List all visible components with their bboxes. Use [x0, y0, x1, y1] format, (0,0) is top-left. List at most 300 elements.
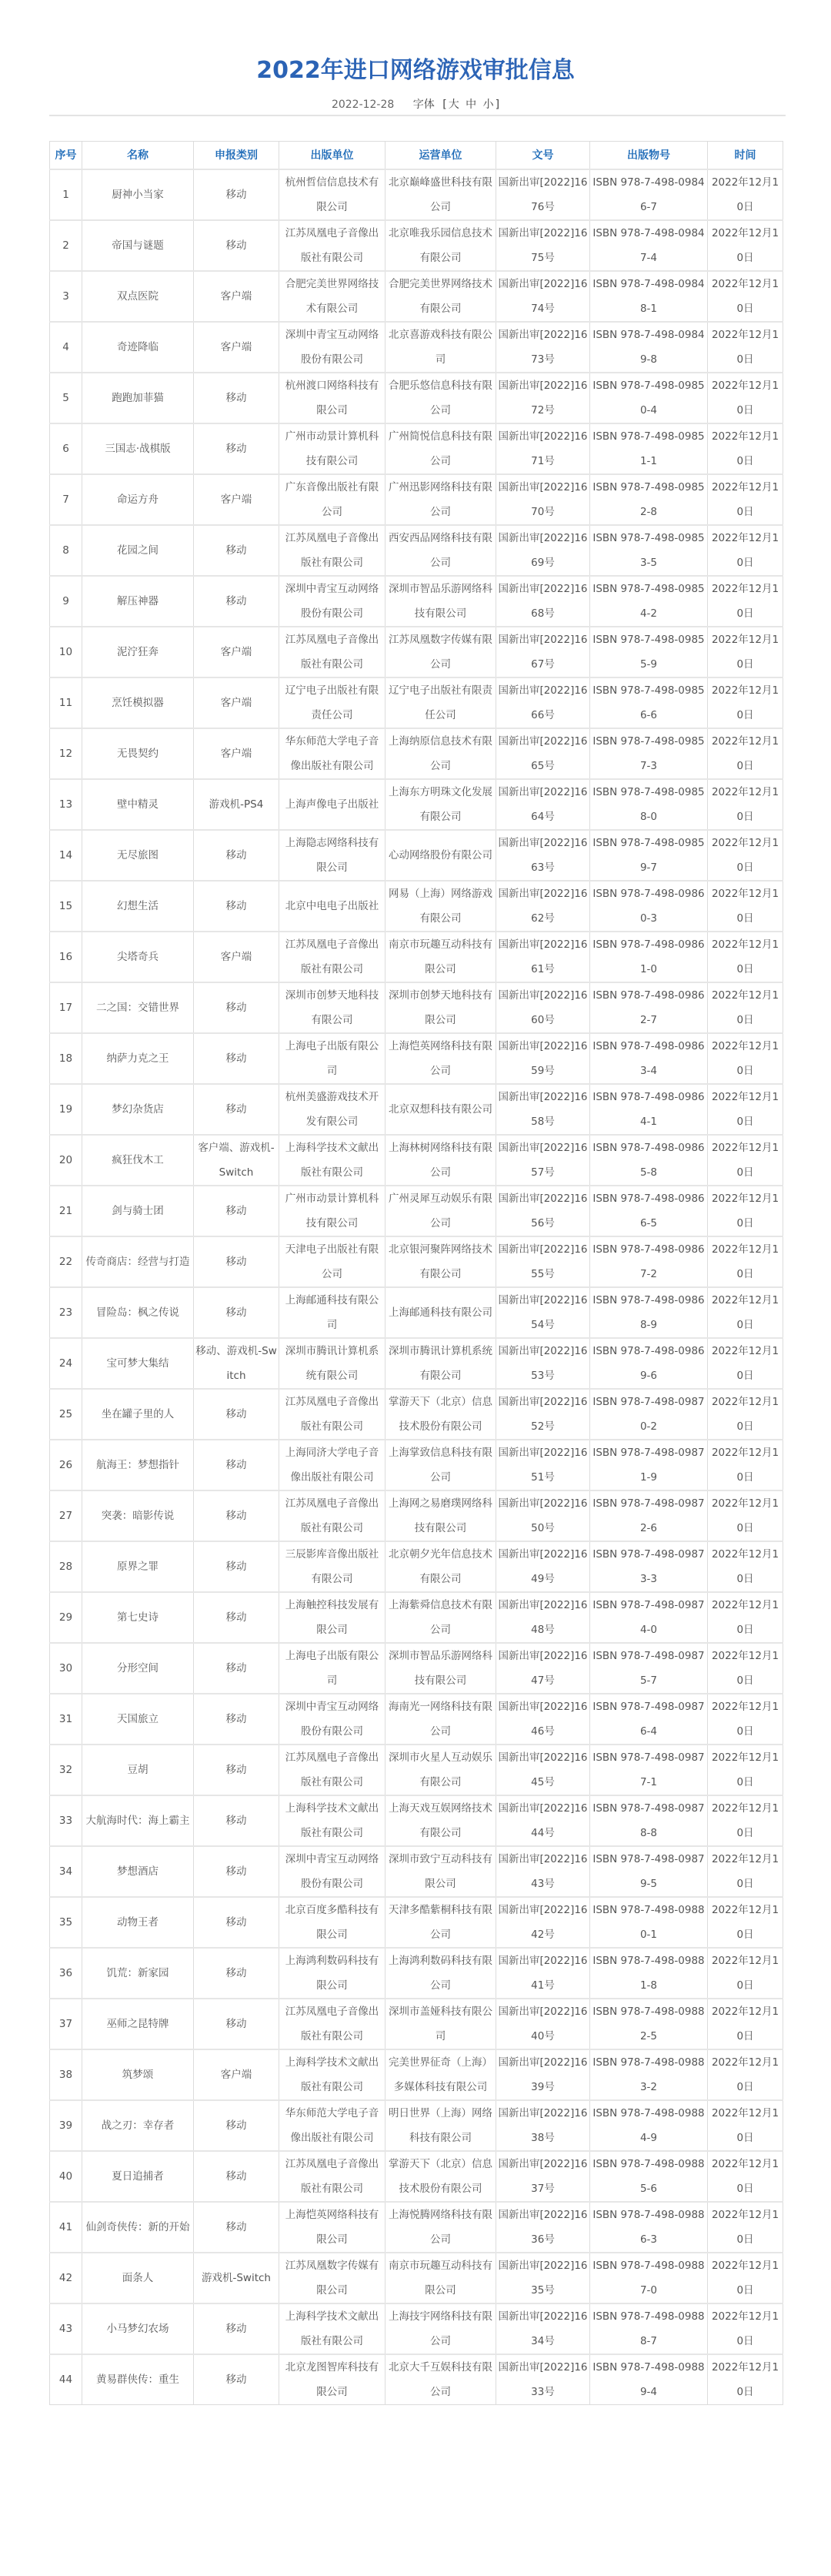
cell-date: 2022年12月10日 — [708, 2202, 783, 2253]
cell-game-name: 筑梦颂 — [82, 2049, 194, 2100]
cell-category: 客户端 — [194, 627, 279, 677]
table-row — [50, 525, 783, 576]
cell-operator: 上海掌致信息科技有限公司 — [385, 1440, 496, 1490]
cell-isbn: ISBN 978-7-498-09884-9 — [590, 2100, 708, 2151]
cell-doc-number: 国新出审[2022]1653号 — [496, 1338, 590, 1389]
cell-isbn: ISBN 978-7-498-09846-7 — [590, 169, 708, 220]
cell-isbn: ISBN 978-7-498-09870-2 — [590, 1389, 708, 1440]
cell-doc-number: 国新出审[2022]1670号 — [496, 474, 590, 525]
header-name: 名称 — [82, 142, 194, 170]
cell-operator: 上海纳原信息技术有限公司 — [385, 728, 496, 779]
cell-date: 2022年12月10日 — [708, 830, 783, 881]
cell-date: 2022年12月10日 — [708, 1592, 783, 1643]
cell-date: 2022年12月10日 — [708, 1490, 783, 1541]
table-row — [50, 2151, 783, 2202]
cell-doc-number: 国新出审[2022]1636号 — [496, 2202, 590, 2253]
cell-index: 41 — [50, 2202, 82, 2253]
cell-publisher: 江苏凤凰电子音像出版社有限公司 — [279, 627, 385, 677]
cell-date: 2022年12月10日 — [708, 728, 783, 779]
cell-operator: 明日世界（上海）网络科技有限公司 — [385, 2100, 496, 2151]
font-size-small-link[interactable]: 小 — [482, 99, 494, 111]
cell-date: 2022年12月10日 — [708, 1745, 783, 1795]
cell-index: 44 — [50, 2354, 82, 2405]
cell-publisher: 江苏凤凰电子音像出版社有限公司 — [279, 1999, 385, 2049]
publish-date: 2022-12-28 — [331, 99, 395, 111]
cell-category: 客户端 — [194, 474, 279, 525]
cell-publisher: 广东音像出版社有限公司 — [279, 474, 385, 525]
cell-doc-number: 国新出审[2022]1647号 — [496, 1643, 590, 1694]
cell-date: 2022年12月10日 — [708, 322, 783, 373]
cell-publisher: 上海科学技术文献出版社有限公司 — [279, 1135, 385, 1186]
cell-index: 19 — [50, 1084, 82, 1135]
cell-date: 2022年12月10日 — [708, 779, 783, 830]
cell-doc-number: 国新出审[2022]1642号 — [496, 1897, 590, 1948]
cell-isbn: ISBN 978-7-498-09886-3 — [590, 2202, 708, 2253]
cell-category: 移动 — [194, 1287, 279, 1338]
cell-isbn: ISBN 978-7-498-09881-8 — [590, 1948, 708, 1999]
cell-index: 3 — [50, 271, 82, 322]
cell-doc-number: 国新出审[2022]1639号 — [496, 2049, 590, 2100]
cell-date: 2022年12月10日 — [708, 1440, 783, 1490]
cell-category: 移动 — [194, 373, 279, 423]
table-row — [50, 1745, 783, 1795]
cell-publisher: 杭州美盛游戏技术开发有限公司 — [279, 1084, 385, 1135]
cell-isbn: ISBN 978-7-498-09885-6 — [590, 2151, 708, 2202]
cell-publisher: 江苏凤凰电子音像出版社有限公司 — [279, 1389, 385, 1440]
cell-operator: 完美世界征奇（上海）多媒体科技有限公司 — [385, 2049, 496, 2100]
cell-operator: 北京银河聚阵网络技术有限公司 — [385, 1236, 496, 1287]
bracket-open: [ — [442, 99, 447, 111]
table-row — [50, 627, 783, 677]
cell-date: 2022年12月10日 — [708, 1999, 783, 2049]
cell-doc-number: 国新出审[2022]1648号 — [496, 1592, 590, 1643]
cell-date: 2022年12月10日 — [708, 627, 783, 677]
cell-doc-number: 国新出审[2022]1652号 — [496, 1389, 590, 1440]
cell-date: 2022年12月10日 — [708, 1389, 783, 1440]
cell-date: 2022年12月10日 — [708, 525, 783, 576]
cell-category: 移动 — [194, 1490, 279, 1541]
cell-game-name: 黄易群侠传：重生 — [82, 2354, 194, 2405]
cell-index: 35 — [50, 1897, 82, 1948]
table-row — [50, 677, 783, 728]
cell-isbn: ISBN 978-7-498-09852-8 — [590, 474, 708, 525]
table-row — [50, 1135, 783, 1186]
cell-index: 30 — [50, 1643, 82, 1694]
cell-doc-number: 国新出审[2022]1635号 — [496, 2253, 590, 2303]
cell-isbn: ISBN 978-7-498-09854-2 — [590, 576, 708, 627]
cell-category: 移动 — [194, 2354, 279, 2405]
cell-date: 2022年12月10日 — [708, 1948, 783, 1999]
table-row — [50, 1643, 783, 1694]
cell-isbn: ISBN 978-7-498-09887-0 — [590, 2253, 708, 2303]
cell-operator: 北京朝夕光年信息技术有限公司 — [385, 1541, 496, 1592]
cell-doc-number: 国新出审[2022]1646号 — [496, 1694, 590, 1745]
cell-isbn: ISBN 978-7-498-09867-2 — [590, 1236, 708, 1287]
cell-publisher: 江苏凤凰电子音像出版社有限公司 — [279, 2151, 385, 2202]
cell-category: 移动 — [194, 2100, 279, 2151]
cell-category: 移动 — [194, 881, 279, 932]
cell-doc-number: 国新出审[2022]1641号 — [496, 1948, 590, 1999]
cell-operator: 深圳市致宁互动科技有限公司 — [385, 1846, 496, 1897]
cell-category: 移动 — [194, 1999, 279, 2049]
cell-operator: 北京巅峰盛世科技有限公司 — [385, 169, 496, 220]
cell-publisher: 上海科学技术文献出版社有限公司 — [279, 2049, 385, 2100]
table-row — [50, 322, 783, 373]
cell-date: 2022年12月10日 — [708, 2354, 783, 2405]
cell-operator: 江苏凤凰数字传媒有限公司 — [385, 627, 496, 677]
cell-index: 29 — [50, 1592, 82, 1643]
cell-publisher: 江苏凤凰电子音像出版社有限公司 — [279, 525, 385, 576]
cell-publisher: 江苏凤凰电子音像出版社有限公司 — [279, 1745, 385, 1795]
cell-game-name: 泥泞狂奔 — [82, 627, 194, 677]
cell-date: 2022年12月10日 — [708, 1795, 783, 1846]
cell-game-name: 夏日追捕者 — [82, 2151, 194, 2202]
cell-game-name: 烹饪模拟器 — [82, 677, 194, 728]
table-row — [50, 1490, 783, 1541]
cell-game-name: 剑与骑士团 — [82, 1186, 194, 1236]
cell-doc-number: 国新出审[2022]1664号 — [496, 779, 590, 830]
cell-game-name: 二之国：交错世界 — [82, 982, 194, 1033]
cell-game-name: 帝国与谜题 — [82, 220, 194, 271]
cell-game-name: 航海王：梦想指针 — [82, 1440, 194, 1490]
cell-doc-number: 国新出审[2022]1675号 — [496, 220, 590, 271]
cell-isbn: ISBN 978-7-498-09879-5 — [590, 1846, 708, 1897]
cell-category: 移动 — [194, 1084, 279, 1135]
cell-date: 2022年12月10日 — [708, 1135, 783, 1186]
cell-publisher: 上海鸿利数码科技有限公司 — [279, 1948, 385, 1999]
cell-doc-number: 国新出审[2022]1654号 — [496, 1287, 590, 1338]
font-size-large-link[interactable]: 大 — [448, 99, 459, 111]
cell-index: 34 — [50, 1846, 82, 1897]
cell-date: 2022年12月10日 — [708, 271, 783, 322]
cell-publisher: 杭州渡口网络科技有限公司 — [279, 373, 385, 423]
cell-operator: 深圳市智品乐游网络科技有限公司 — [385, 1643, 496, 1694]
cell-isbn: ISBN 978-7-498-09849-8 — [590, 322, 708, 373]
cell-publisher: 江苏凤凰电子音像出版社有限公司 — [279, 932, 385, 982]
cell-game-name: 厨神小当家 — [82, 169, 194, 220]
cell-operator: 网易（上海）网络游戏有限公司 — [385, 881, 496, 932]
cell-doc-number: 国新出审[2022]1662号 — [496, 881, 590, 932]
cell-category: 移动 — [194, 220, 279, 271]
cell-operator: 上海恺英网络科技有限公司 — [385, 1033, 496, 1084]
header-date: 时间 — [708, 142, 783, 170]
cell-category: 客户端 — [194, 728, 279, 779]
cell-game-name: 天国旅立 — [82, 1694, 194, 1745]
cell-publisher: 江苏凤凰数字传媒有限公司 — [279, 2253, 385, 2303]
cell-index: 1 — [50, 169, 82, 220]
cell-category: 移动 — [194, 1897, 279, 1948]
cell-isbn: ISBN 978-7-498-09864-1 — [590, 1084, 708, 1135]
table-row — [50, 271, 783, 322]
table-row — [50, 830, 783, 881]
cell-operator: 上海天戏互娱网络技术有限公司 — [385, 1795, 496, 1846]
cell-isbn: ISBN 978-7-498-09876-4 — [590, 1694, 708, 1745]
cell-date: 2022年12月10日 — [708, 932, 783, 982]
cell-publisher: 北京龙图智库科技有限公司 — [279, 2354, 385, 2405]
cell-operator: 掌游天下（北京）信息技术股份有限公司 — [385, 1389, 496, 1440]
cell-date: 2022年12月10日 — [708, 474, 783, 525]
cell-category: 游戏机-Switch — [194, 2253, 279, 2303]
table-row — [50, 1897, 783, 1948]
cell-operator: 广州迅影网络科技有限公司 — [385, 474, 496, 525]
cell-operator: 上海紫舜信息技术有限公司 — [385, 1592, 496, 1643]
cell-operator: 掌游天下（北京）信息技术股份有限公司 — [385, 2151, 496, 2202]
cell-doc-number: 国新出审[2022]1663号 — [496, 830, 590, 881]
cell-category: 客户端 — [194, 271, 279, 322]
cell-publisher: 北京中电电子出版社 — [279, 881, 385, 932]
cell-date: 2022年12月10日 — [708, 1643, 783, 1694]
table-row — [50, 2202, 783, 2253]
table-row — [50, 1795, 783, 1846]
cell-operator: 深圳市智品乐游网络科技有限公司 — [385, 576, 496, 627]
header-publisher: 出版单位 — [279, 142, 385, 170]
cell-category: 移动 — [194, 1541, 279, 1592]
cell-index: 39 — [50, 2100, 82, 2151]
cell-game-name: 壁中精灵 — [82, 779, 194, 830]
cell-isbn: ISBN 978-7-498-09865-8 — [590, 1135, 708, 1186]
table-row — [50, 779, 783, 830]
cell-date: 2022年12月10日 — [708, 1084, 783, 1135]
cell-date: 2022年12月10日 — [708, 1236, 783, 1287]
cell-isbn: ISBN 978-7-498-09871-9 — [590, 1440, 708, 1490]
font-size-label: 字体 — [412, 99, 435, 111]
cell-publisher: 江苏凤凰电子音像出版社有限公司 — [279, 220, 385, 271]
cell-index: 9 — [50, 576, 82, 627]
cell-index: 18 — [50, 1033, 82, 1084]
cell-operator: 辽宁电子出版社有限责任公司 — [385, 677, 496, 728]
cell-index: 21 — [50, 1186, 82, 1236]
table-row — [50, 1033, 783, 1084]
cell-date: 2022年12月10日 — [708, 881, 783, 932]
cell-doc-number: 国新出审[2022]1640号 — [496, 1999, 590, 2049]
cell-date: 2022年12月10日 — [708, 169, 783, 220]
cell-game-name: 疯狂伐木工 — [82, 1135, 194, 1186]
cell-category: 客户端 — [194, 322, 279, 373]
cell-category: 移动 — [194, 169, 279, 220]
cell-isbn: ISBN 978-7-498-09858-0 — [590, 779, 708, 830]
cell-publisher: 上海同济大学电子音像出版社有限公司 — [279, 1440, 385, 1490]
cell-game-name: 第七史诗 — [82, 1592, 194, 1643]
cell-index: 33 — [50, 1795, 82, 1846]
cell-date: 2022年12月10日 — [708, 220, 783, 271]
cell-category: 客户端 — [194, 932, 279, 982]
cell-category: 移动 — [194, 576, 279, 627]
header-isbn: 出版物号 — [590, 142, 708, 170]
cell-index: 2 — [50, 220, 82, 271]
cell-game-name: 面条人 — [82, 2253, 194, 2303]
cell-operator: 海南光一网络科技有限公司 — [385, 1694, 496, 1745]
header-operator: 运营单位 — [385, 142, 496, 170]
cell-category: 移动 — [194, 1186, 279, 1236]
cell-doc-number: 国新出审[2022]1672号 — [496, 373, 590, 423]
cell-game-name: 梦想酒店 — [82, 1846, 194, 1897]
cell-index: 13 — [50, 779, 82, 830]
cell-date: 2022年12月10日 — [708, 1541, 783, 1592]
cell-game-name: 跑跑加菲猫 — [82, 373, 194, 423]
cell-doc-number: 国新出审[2022]1674号 — [496, 271, 590, 322]
cell-operator: 北京喜游戏科技有限公司 — [385, 322, 496, 373]
cell-operator: 北京大千互娱科技有限公司 — [385, 2354, 496, 2405]
article-meta — [0, 95, 831, 114]
cell-doc-number: 国新出审[2022]1656号 — [496, 1186, 590, 1236]
cell-doc-number: 国新出审[2022]1666号 — [496, 677, 590, 728]
cell-category: 客户端 — [194, 2049, 279, 2100]
cell-index: 32 — [50, 1745, 82, 1795]
cell-date: 2022年12月10日 — [708, 2049, 783, 2100]
cell-index: 31 — [50, 1694, 82, 1745]
cell-isbn: ISBN 978-7-498-09872-6 — [590, 1490, 708, 1541]
cell-doc-number: 国新出审[2022]1665号 — [496, 728, 590, 779]
cell-index: 15 — [50, 881, 82, 932]
cell-isbn: ISBN 978-7-498-09888-7 — [590, 2303, 708, 2354]
table-row — [50, 576, 783, 627]
cell-category: 移动、游戏机-Switch — [194, 1338, 279, 1389]
cell-index: 22 — [50, 1236, 82, 1287]
cell-doc-number: 国新出审[2022]1657号 — [496, 1135, 590, 1186]
cell-publisher: 上海科学技术文献出版社有限公司 — [279, 2303, 385, 2354]
cell-date: 2022年12月10日 — [708, 1186, 783, 1236]
cell-isbn: ISBN 978-7-498-09848-1 — [590, 271, 708, 322]
cell-operator: 心动网络股份有限公司 — [385, 830, 496, 881]
cell-game-name: 无畏契约 — [82, 728, 194, 779]
table-row — [50, 1084, 783, 1135]
table-row — [50, 1694, 783, 1745]
cell-index: 27 — [50, 1490, 82, 1541]
cell-isbn: ISBN 978-7-498-09861-0 — [590, 932, 708, 982]
cell-publisher: 上海邮通科技有限公司 — [279, 1287, 385, 1338]
table-row — [50, 474, 783, 525]
cell-doc-number: 国新出审[2022]1658号 — [496, 1084, 590, 1135]
cell-category: 客户端 — [194, 677, 279, 728]
cell-doc-number: 国新出审[2022]1655号 — [496, 1236, 590, 1287]
cell-category: 移动 — [194, 982, 279, 1033]
cell-doc-number: 国新出审[2022]1634号 — [496, 2303, 590, 2354]
cell-game-name: 冒险岛：枫之传说 — [82, 1287, 194, 1338]
cell-publisher: 华东师范大学电子音像出版社有限公司 — [279, 728, 385, 779]
cell-category: 移动 — [194, 1236, 279, 1287]
cell-doc-number: 国新出审[2022]1669号 — [496, 525, 590, 576]
cell-game-name: 原界之罪 — [82, 1541, 194, 1592]
cell-index: 6 — [50, 423, 82, 474]
cell-publisher: 深圳中青宝互动网络股份有限公司 — [279, 1694, 385, 1745]
cell-category: 移动 — [194, 1948, 279, 1999]
cell-publisher: 合肥完美世界网络技术有限公司 — [279, 271, 385, 322]
cell-index: 11 — [50, 677, 82, 728]
table-row — [50, 1389, 783, 1440]
table-row — [50, 1541, 783, 1592]
cell-operator: 上海网之易磨璞网络科技有限公司 — [385, 1490, 496, 1541]
cell-doc-number: 国新出审[2022]1633号 — [496, 2354, 590, 2405]
approval-table — [49, 141, 783, 2405]
cell-date: 2022年12月10日 — [708, 982, 783, 1033]
table-row — [50, 728, 783, 779]
table-row — [50, 1999, 783, 2049]
cell-publisher: 三辰影库音像出版社有限公司 — [279, 1541, 385, 1592]
title-divider — [49, 115, 786, 116]
cell-date: 2022年12月10日 — [708, 1846, 783, 1897]
cell-game-name: 小马梦幻农场 — [82, 2303, 194, 2354]
cell-doc-number: 国新出审[2022]1637号 — [496, 2151, 590, 2202]
cell-doc-number: 国新出审[2022]1649号 — [496, 1541, 590, 1592]
cell-date: 2022年12月10日 — [708, 2253, 783, 2303]
cell-isbn: ISBN 978-7-498-09868-9 — [590, 1287, 708, 1338]
cell-category: 移动 — [194, 423, 279, 474]
cell-index: 8 — [50, 525, 82, 576]
cell-game-name: 饥荒：新家园 — [82, 1948, 194, 1999]
table-row — [50, 1592, 783, 1643]
cell-index: 37 — [50, 1999, 82, 2049]
cell-date: 2022年12月10日 — [708, 576, 783, 627]
cell-isbn: ISBN 978-7-498-09866-5 — [590, 1186, 708, 1236]
cell-category: 移动 — [194, 1033, 279, 1084]
cell-isbn: ISBN 978-7-498-09880-1 — [590, 1897, 708, 1948]
cell-date: 2022年12月10日 — [708, 1033, 783, 1084]
cell-operator: 上海鸿利数码科技有限公司 — [385, 1948, 496, 1999]
cell-category: 移动 — [194, 525, 279, 576]
cell-date: 2022年12月10日 — [708, 423, 783, 474]
cell-category: 移动 — [194, 2303, 279, 2354]
cell-isbn: ISBN 978-7-498-09859-7 — [590, 830, 708, 881]
cell-doc-number: 国新出审[2022]1638号 — [496, 2100, 590, 2151]
cell-publisher: 江苏凤凰电子音像出版社有限公司 — [279, 1490, 385, 1541]
table-row — [50, 169, 783, 220]
cell-date: 2022年12月10日 — [708, 373, 783, 423]
cell-index: 7 — [50, 474, 82, 525]
cell-index: 12 — [50, 728, 82, 779]
table-row — [50, 2253, 783, 2303]
cell-doc-number: 国新出审[2022]1645号 — [496, 1745, 590, 1795]
cell-isbn: ISBN 978-7-498-09863-4 — [590, 1033, 708, 1084]
cell-publisher: 北京百度多酷科技有限公司 — [279, 1897, 385, 1948]
cell-operator: 深圳市盖娅科技有限公司 — [385, 1999, 496, 2049]
cell-isbn: ISBN 978-7-498-09857-3 — [590, 728, 708, 779]
cell-game-name: 分形空间 — [82, 1643, 194, 1694]
cell-doc-number: 国新出审[2022]1676号 — [496, 169, 590, 220]
cell-category: 移动 — [194, 2202, 279, 2253]
cell-index: 24 — [50, 1338, 82, 1389]
cell-isbn: ISBN 978-7-498-09853-5 — [590, 525, 708, 576]
cell-game-name: 命运方舟 — [82, 474, 194, 525]
table-row — [50, 2303, 783, 2354]
cell-date: 2022年12月10日 — [708, 1338, 783, 1389]
table-row — [50, 932, 783, 982]
cell-isbn: ISBN 978-7-498-09847-4 — [590, 220, 708, 271]
cell-index: 20 — [50, 1135, 82, 1186]
cell-doc-number: 国新出审[2022]1668号 — [496, 576, 590, 627]
cell-index: 42 — [50, 2253, 82, 2303]
header-doc-number: 文号 — [496, 142, 590, 170]
cell-game-name: 梦幻杂货店 — [82, 1084, 194, 1135]
cell-operator: 上海悦腾网络科技有限公司 — [385, 2202, 496, 2253]
font-size-medium-link[interactable]: 中 — [466, 99, 477, 111]
cell-operator: 北京唯我乐园信息技术有限公司 — [385, 220, 496, 271]
cell-publisher: 华东师范大学电子音像出版社有限公司 — [279, 2100, 385, 2151]
cell-game-name: 解压神器 — [82, 576, 194, 627]
cell-doc-number: 国新出审[2022]1671号 — [496, 423, 590, 474]
cell-category: 移动 — [194, 1795, 279, 1846]
cell-operator: 上海技宇网络科技有限公司 — [385, 2303, 496, 2354]
cell-doc-number: 国新出审[2022]1659号 — [496, 1033, 590, 1084]
cell-index: 26 — [50, 1440, 82, 1490]
page-title: 2022年进口网络游戏审批信息 — [256, 57, 575, 85]
cell-category: 客户端、游戏机-Switch — [194, 1135, 279, 1186]
cell-category: 移动 — [194, 2151, 279, 2202]
cell-index: 36 — [50, 1948, 82, 1999]
cell-category: 移动 — [194, 1389, 279, 1440]
header-category: 申报类别 — [194, 142, 279, 170]
cell-game-name: 幻想生活 — [82, 881, 194, 932]
cell-game-name: 巫师之昆特牌 — [82, 1999, 194, 2049]
